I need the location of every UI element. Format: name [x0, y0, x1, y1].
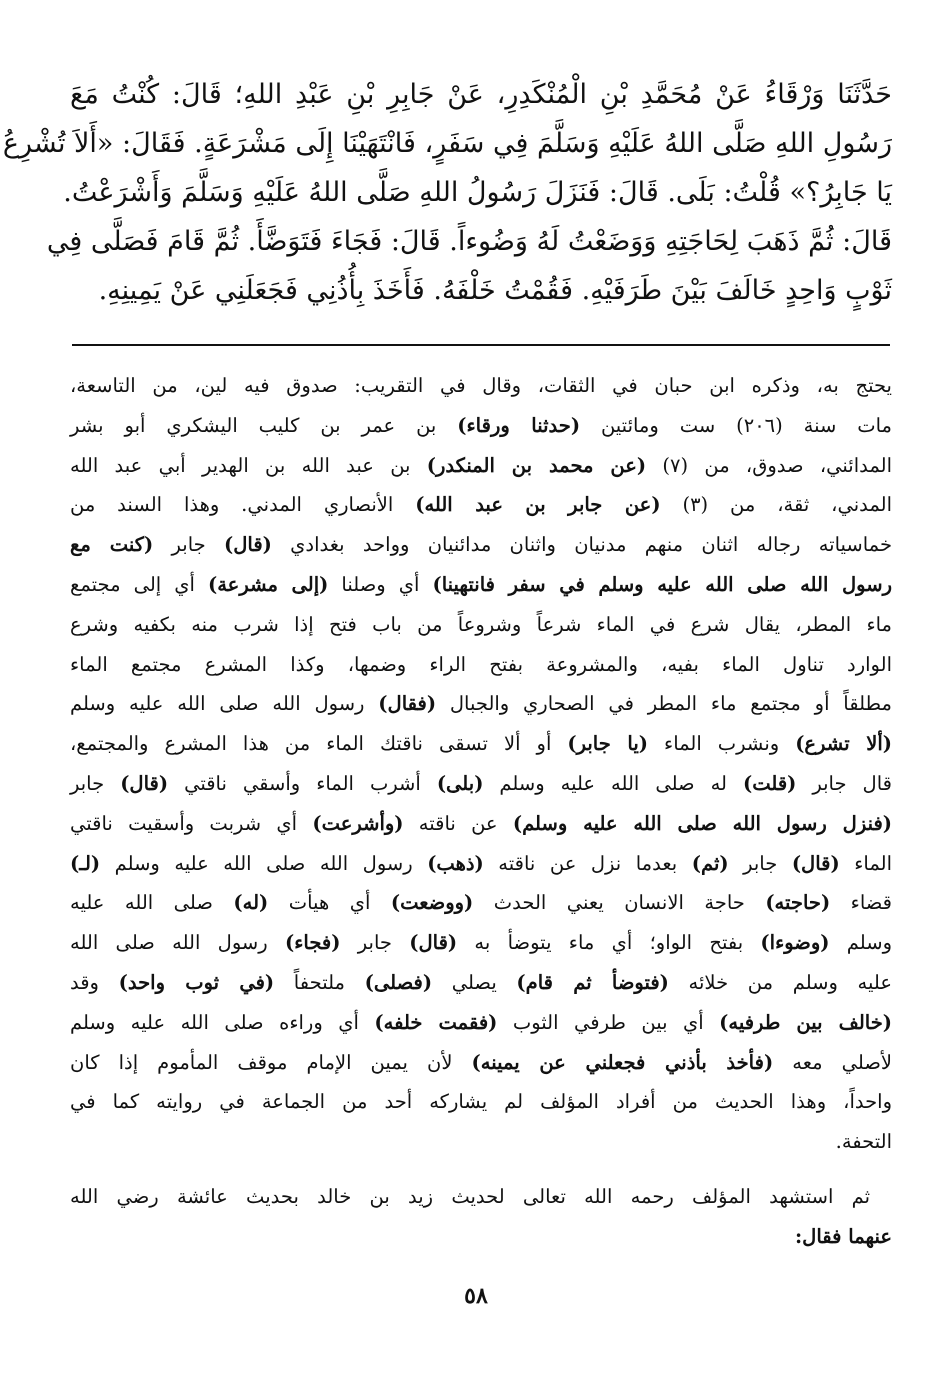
commentary-segment: مطلقاً أو مجتمع ماء المطر في الصحاري والجبال	[436, 692, 892, 716]
commentary-segment: حاجة الانسان يعني الحدث	[473, 891, 766, 915]
commentary-segment: التحفة.	[835, 1130, 892, 1154]
quoted-matn-segment: (ثم)	[691, 851, 729, 875]
quoted-matn-segment: (له)	[233, 891, 269, 915]
quoted-matn-segment: (حدثنا ورقاء)	[457, 413, 581, 437]
commentary-line	[70, 963, 892, 1003]
quoted-matn-segment: (ذهب)	[427, 851, 484, 875]
closing-line	[70, 1217, 892, 1257]
quoted-matn-segment: (بلى)	[436, 771, 484, 795]
hadith-line: حَدَّثَنَا وَرْقَاءُ عَنْ مُحَمَّدِ بْنِ الْمُنْكَدِرِ، عَنْ جَابِرِ بْنِ عَبْدِ اللهِ؛ قَالَ: كُنْتُ مَعَ	[70, 79, 892, 110]
quoted-matn-segment: (فنزل رسول الله صلى الله عليه وسلم)	[512, 811, 893, 835]
commentary-segment: المدائني، صدوق، من (٧)	[646, 453, 892, 477]
commentary-segment: واحداً، وهذا الحديث من أفراد المؤلف لم يشاركه أحد من الجماعة في روايته كما في	[70, 1090, 892, 1114]
commentary-line	[70, 764, 892, 804]
quoted-matn-segment: (وضوءا)	[760, 931, 830, 955]
commentary-segment: جابر	[340, 931, 410, 955]
commentary-segment: ماء المطر، يقال شرع في الماء شرعاً وشروعاً من باب فتح إذا شرب منه بكفيه وشرع	[70, 612, 892, 636]
quoted-matn-segment: (فقمت خلفه)	[374, 1010, 498, 1034]
quoted-matn-segment: (عن محمد بن المنكدر)	[426, 453, 647, 477]
commentary-segment: أو ألا تسقى ناقتك الماء من هذا المشرع والمجتمع،	[70, 732, 568, 756]
commentary-segment: رسول الله صلى الله عليه وسلم	[100, 851, 428, 875]
hadith-line: قَالَ: ثُمَّ ذَهَبَ لِحَاجَتِهِ وَوَضَعْتُ لَهُ وَضُوءاً. قَالَ: فَجَاءَ فَتَوَضَّأَ. ثُمَّ قَامَ فَصَلَّى فِي	[46, 226, 892, 257]
commentary-segment: رسول الله صلى الله عليه وسلم	[70, 692, 379, 716]
commentary-line	[70, 446, 892, 486]
closing-line	[70, 1177, 892, 1217]
hadith-line: يَا جَابِرُ؟» قُلْتُ: بَلَى. قَالَ: فَنَزَلَ رَسُولُ اللهِ صَلَّى اللهُ عَلَيْهِ وَسَلَّمَ وَأَشْرَعْتُ.	[63, 177, 892, 208]
commentary-segment: أي وصلنا	[328, 572, 433, 596]
quoted-matn-segment: (إلى مشرعة)	[208, 572, 329, 596]
quoted-matn-segment: (لـ)	[70, 851, 101, 875]
quoted-matn-segment: (ووضعت)	[390, 891, 474, 915]
commentary-segment: أي هيأت	[268, 891, 391, 915]
commentary-segment: ونشرب الماء	[648, 732, 796, 756]
commentary-segment: قال جابر	[796, 771, 892, 795]
commentary-segment: ثم استشهد المؤلف رحمه الله تعالى لحديث زيد بن خالد بحديث عائشة رضي الله	[70, 1184, 870, 1208]
footnote-divider	[72, 344, 890, 346]
commentary-segment: أي بين طرفي الثوب	[497, 1010, 720, 1034]
commentary-segment: بن عمر بن كليب اليشكري أبو بشر	[70, 413, 458, 437]
commentary-segment: خماسياته رجاله اثنان منهم مدنيان واثنان مدائنيان وواحد بغدادي	[271, 533, 893, 557]
quoted-matn-segment: (فأخذ بأذني فجعلني عن يمينه)	[471, 1050, 774, 1074]
quoted-matn-segment: (قال)	[409, 931, 458, 955]
commentary-segment: بن عبد الله بن الهدير أبي عبد الله	[70, 453, 427, 477]
commentary-segment: عن ناقته	[403, 811, 513, 835]
commentary-line	[70, 565, 892, 605]
quoted-matn-segment: عنهما فقال:	[794, 1224, 892, 1248]
commentary-segment: مات سنة (٢٠٦) ست ومائتين	[580, 413, 892, 437]
commentary-segment: ملتحفاً	[274, 970, 365, 994]
quoted-matn-segment: (فصلى)	[364, 970, 433, 994]
quoted-matn-segment: (حاجته)	[765, 891, 831, 915]
page-number: ٥٨	[464, 1283, 488, 1309]
quoted-matn-segment: (يا جابر)	[567, 732, 649, 756]
quoted-matn-segment: (قال)	[224, 533, 272, 557]
quoted-matn-segment: (قال)	[791, 851, 840, 875]
commentary-segment: وسلم	[829, 931, 892, 955]
commentary-line	[70, 724, 892, 764]
commentary-line	[70, 406, 892, 446]
commentary-text	[70, 366, 892, 1257]
commentary-line	[70, 645, 892, 685]
commentary-segment: صلى الله عليه	[70, 891, 234, 915]
hadith-text	[2, 70, 892, 315]
commentary-line	[70, 1003, 892, 1043]
hadith-line: ثَوْبٍ وَاحِدٍ خَالَفَ بَيْنَ طَرَفَيْهِ. فَقُمْتُ خَلْفَهُ. فَأَخَذَ بِأُذُنِي فَجَعَلَنِي عَنْ يَمِينِهِ.	[98, 275, 892, 306]
commentary-segment: لأن يمين الإمام موقف المأموم إذا كان	[70, 1050, 472, 1074]
quoted-matn-segment: (ألا تشرع)	[795, 732, 893, 756]
commentary-line	[70, 923, 892, 963]
commentary-segment: بفتح الواو؛ أي ماء يتوضأ به	[457, 931, 761, 955]
commentary-segment: جابر	[728, 851, 792, 875]
commentary-segment: المدني، ثقة، من (٣)	[660, 493, 892, 517]
quoted-matn-segment: (في ثوب واحد)	[118, 970, 275, 994]
commentary-segment: بعدما نزل عن ناقته	[483, 851, 692, 875]
quoted-matn-segment: (خالف بين طرفيه)	[719, 1010, 892, 1034]
quoted-matn-segment: (قال)	[120, 771, 169, 795]
quoted-matn-segment: (وأشرعت)	[312, 811, 404, 835]
commentary-line	[70, 1043, 892, 1083]
commentary-segment: جابر	[153, 533, 224, 557]
commentary-line	[70, 883, 892, 923]
commentary-segment: يصلي	[432, 970, 517, 994]
commentary-line	[70, 1082, 892, 1122]
commentary-line	[70, 804, 892, 844]
quoted-matn-segment: (كنت مع	[70, 533, 154, 557]
commentary-segment: جابر	[70, 771, 121, 795]
commentary-segment: لأصلي معه	[773, 1050, 892, 1074]
quoted-matn-segment: رسول الله صلى الله عليه وسلم في سفر فانتهينا)	[432, 572, 892, 596]
quoted-matn-segment: (فقال)	[378, 692, 437, 716]
quoted-matn-segment: (فجاء)	[284, 931, 341, 955]
commentary-line	[70, 605, 892, 645]
quoted-matn-segment: (فتوضأ ثم قام)	[516, 970, 669, 994]
commentary-line	[70, 844, 892, 884]
commentary-segment: أشرب الماء وأسقي ناقتي	[168, 771, 437, 795]
commentary-line	[70, 1122, 892, 1162]
commentary-line	[70, 525, 892, 565]
commentary-segment: وقد	[70, 970, 119, 994]
commentary-segment: له صلى الله عليه وسلم	[483, 771, 743, 795]
commentary-segment: رسول الله صلى الله	[70, 931, 285, 955]
commentary-segment: أي إلى مجتمع	[70, 572, 208, 596]
commentary-line	[70, 366, 892, 406]
commentary-segment: عليه وسلم من خلائه	[668, 970, 892, 994]
commentary-segment: الوارد تناول الماء بفيه، والمشروعة بفتح الراء وضمها، وكذا المشرع مجتمع الماء	[70, 652, 892, 676]
commentary-segment: أي شربت وأسقيت ناقتي	[70, 811, 313, 835]
quoted-matn-segment: (قلت)	[742, 771, 797, 795]
commentary-segment: يحتج به، وذكره ابن حبان في الثقات، وقال في التقريب: صدوق فيه لين، من التاسعة،	[70, 374, 892, 397]
commentary-segment: الأنصاري المدني. وهذا السند من	[70, 493, 416, 517]
commentary-segment: الماء	[839, 851, 892, 875]
quoted-matn-segment: (عن جابر بن عبد الله)	[415, 493, 661, 517]
commentary-line	[70, 684, 892, 724]
hadith-line: رَسُولِ اللهِ صَلَّى اللهُ عَلَيْهِ وَسَلَّمَ فِي سَفَرٍ، فَانْتَهَيْنَا إِلَى مَشْرَعَةٍ. فَقَالَ: «أَلاَ تُشْرِعُ	[2, 128, 892, 159]
commentary-segment: أي وراءه صلى الله عليه وسلم	[70, 1010, 375, 1034]
commentary-segment: قضاء	[830, 891, 892, 915]
paragraph-gap	[70, 1162, 892, 1177]
commentary-line	[70, 485, 892, 525]
